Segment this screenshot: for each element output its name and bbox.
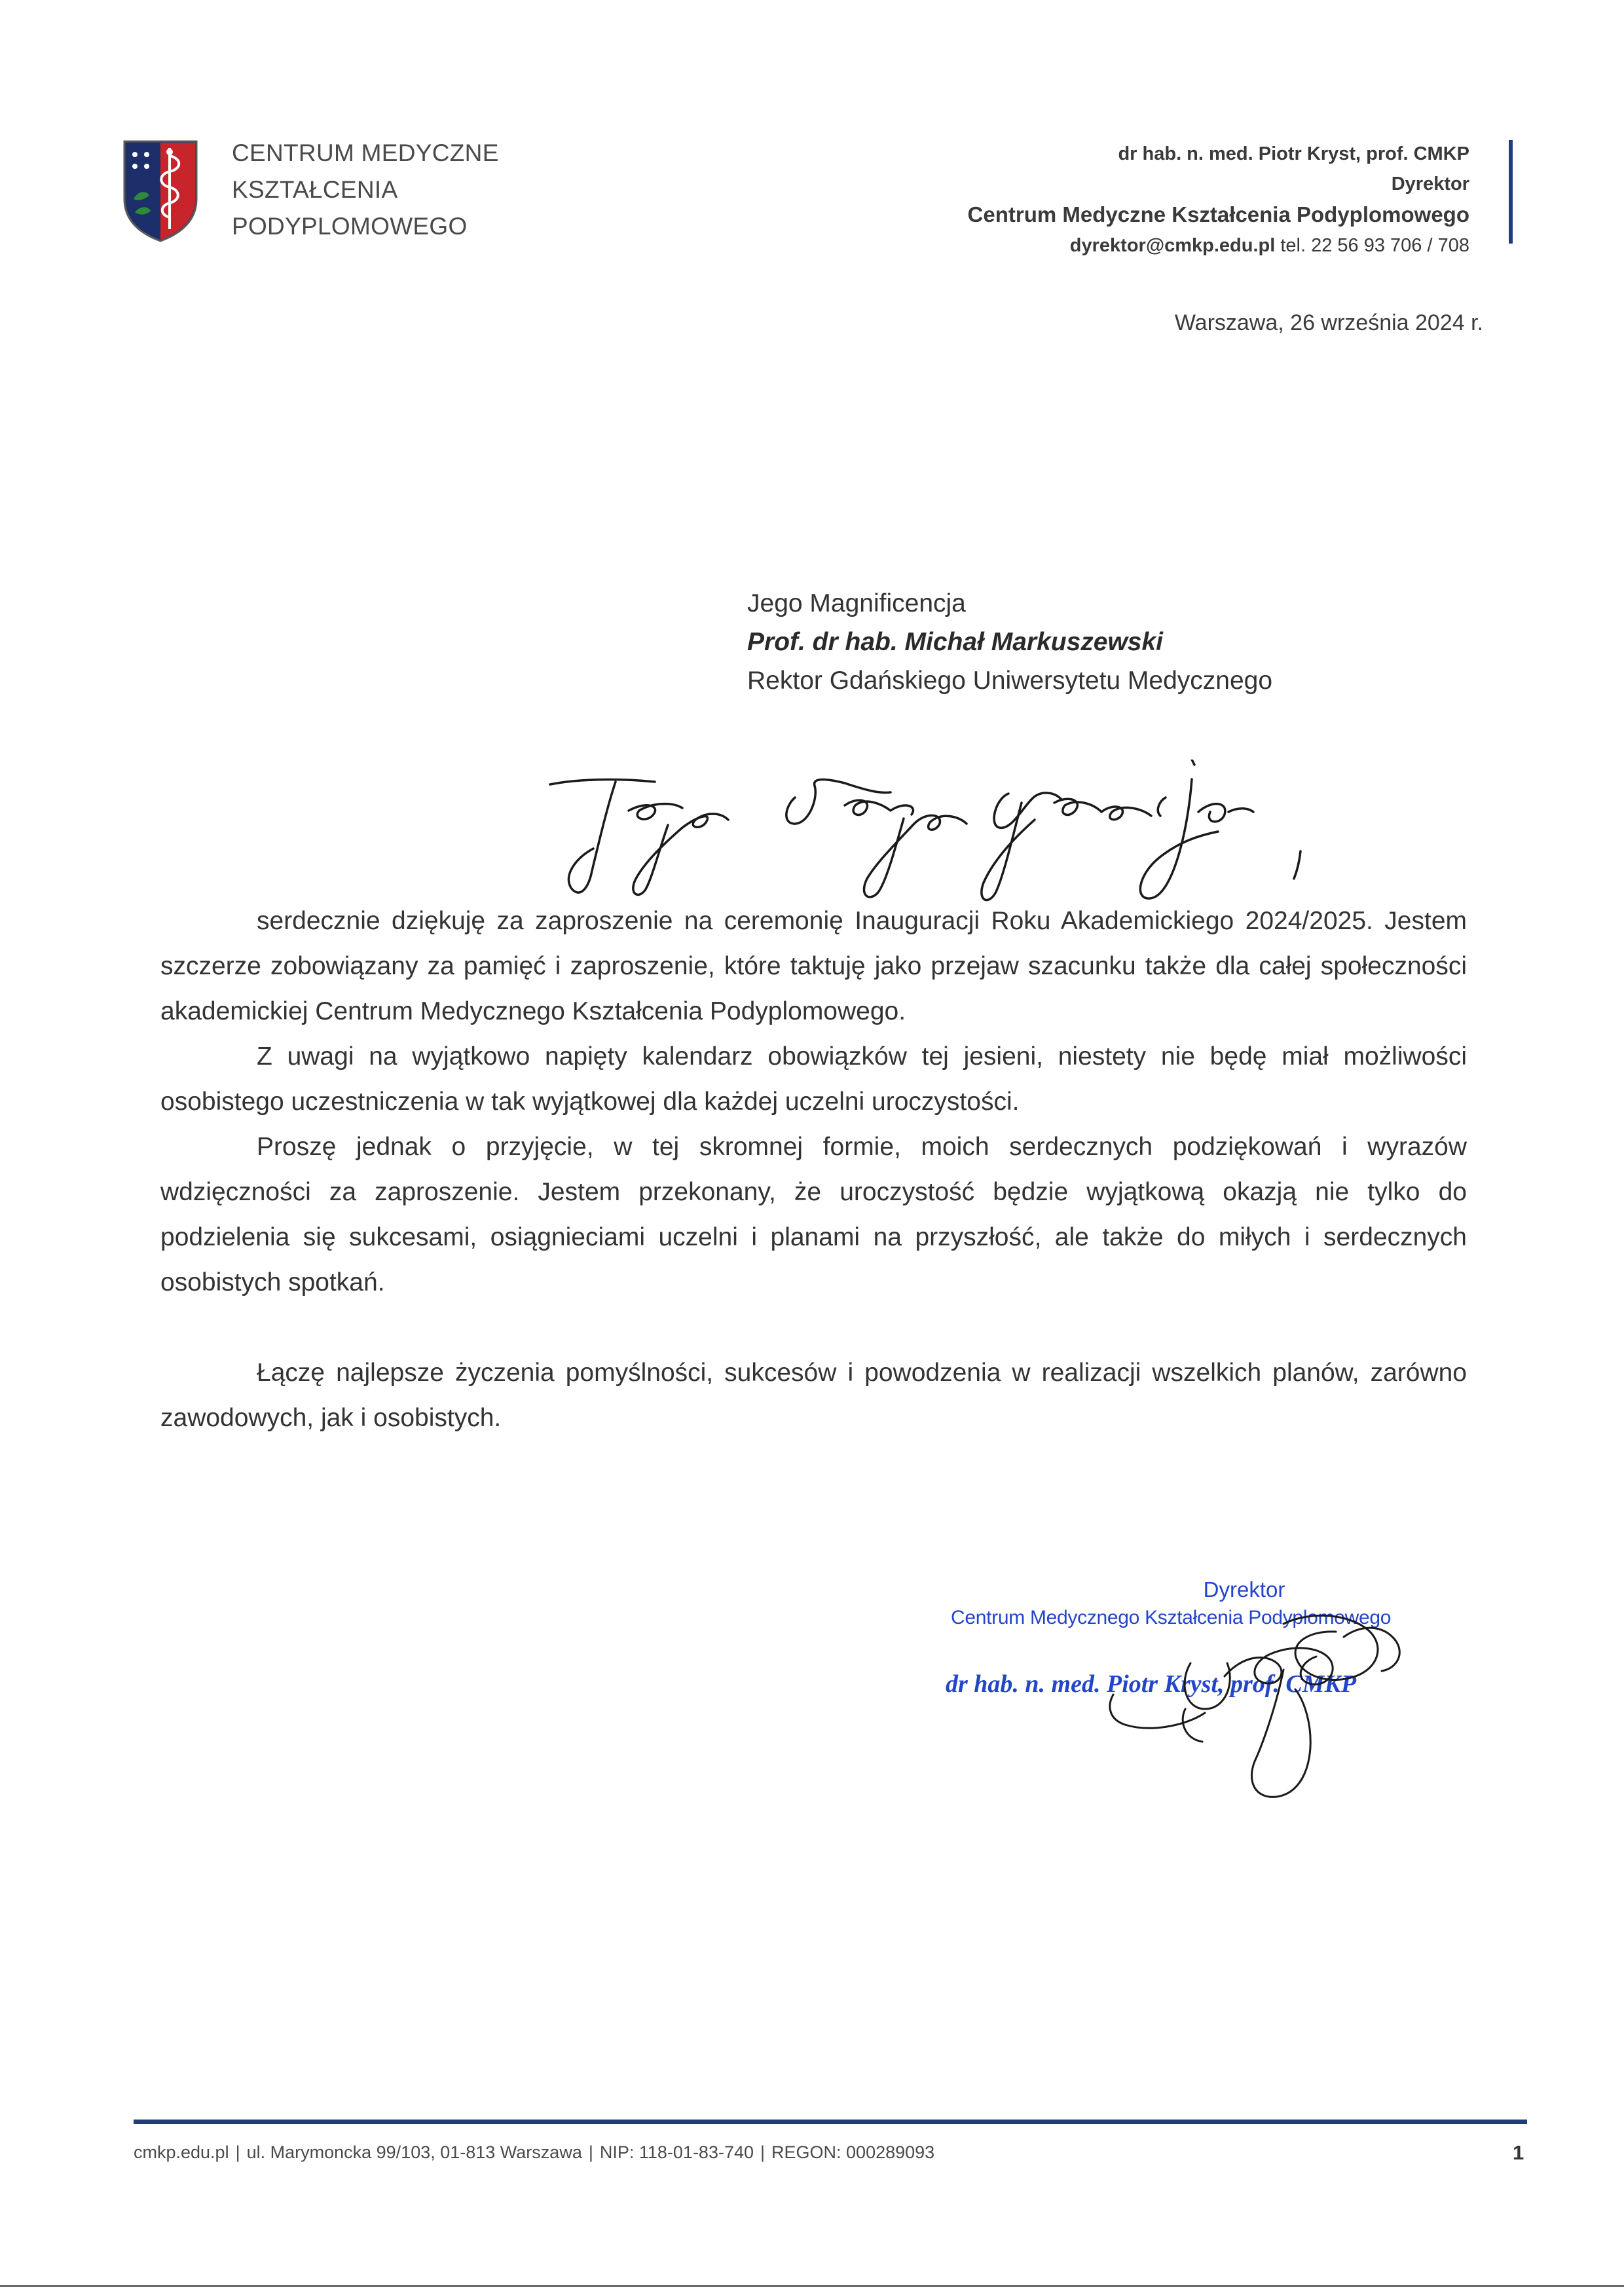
director-contact-line [968, 230, 1469, 261]
handwritten-signature [1087, 1585, 1454, 1820]
director-phone: tel. 22 56 93 706 / 708 [1275, 235, 1469, 256]
body-paragraph-closing: Łączę najlepsze życzenia pomyślności, sukcesów i powodzenia w realizacji wszelkich planów, zarówno zawodowych, jak i osobistych. [160, 1359, 1467, 1432]
footer-nip: NIP: 118-01-83-740 [599, 2142, 754, 2162]
body-paragraph-3: Proszę jednak o przyjęcie, w tej skromnej formie, moich serdecznych podziękowań i wyrazów wdzięczności za zaproszenie. Jestem przekonany, że uroczystość będzie wyjątkową okazją nie tylko do podzielenia się sukcesami, osiągnieciami uczelni i planami na przyszłość, ale także do miłych i serdecznych osobistych spotkań. [160, 1133, 1467, 1296]
footer-rule [134, 2120, 1527, 2124]
org-name-line-3: PODYPLOMOWEGO [232, 213, 468, 240]
body-paragraph-1: serdecznie dziękuję za zaproszenie na ceremonię Inauguracji Roku Akademickiego 2024/2025. Jestem szczerze zobowiązany za pamięć i zaproszenie, które taktuję jako przejaw szacunku także dla całej społeczności akademickiej Centrum Medycznego Kształcenia Podyplomowego. [160, 907, 1467, 1025]
director-role: Dyrektor [1391, 174, 1469, 194]
footer-separator: | [760, 2142, 766, 2162]
letter-body [160, 898, 1467, 1441]
header-accent-bar [1509, 140, 1513, 244]
stamp-institution: Centrum Medycznego Kształcenia Podyplomowego [951, 1607, 1392, 1628]
org-name-line-1: CENTRUM MEDYCZNE [232, 139, 499, 166]
scan-edge-line [0, 2285, 1624, 2287]
body-paragraph-2: Z uwagi na wyjątkowo napięty kalendarz obowiązków tej jesieni, niestety nie będę miał możliwości osobistego uczestniczenia w tak wyjątkowej dla każdej uczelni uroczystości. [160, 1042, 1467, 1116]
stamp-title: Dyrektor [1203, 1577, 1285, 1602]
director-email[interactable]: dyrektor@cmkp.edu.pl [1069, 235, 1276, 256]
addressee-honorific: Jego Magnificencja [747, 589, 966, 617]
footer-address: ul. Marymoncka 99/103, 01-813 Warszawa [246, 2142, 582, 2162]
director-contact-block [968, 139, 1469, 261]
cmkp-crest-logo [122, 139, 199, 242]
footer-separator: | [588, 2142, 593, 2162]
addressee-name: Prof. dr hab. Michał Markuszewski [747, 628, 1164, 656]
footer [134, 2142, 934, 2163]
footer-website[interactable]: cmkp.edu.pl [134, 2142, 229, 2162]
addressee-block [747, 584, 1272, 700]
page-number: 1 [1513, 2141, 1524, 2164]
footer-separator: | [235, 2142, 240, 2162]
org-name [232, 135, 499, 245]
director-institution: Centrum Medyczne Kształcenia Podyplomowego [967, 202, 1469, 227]
footer-regon: REGON: 000289093 [771, 2142, 935, 2162]
stamp-name: dr hab. n. med. Piotr Kryst, prof. CMKP [946, 1670, 1357, 1698]
addressee-position: Rektor Gdańskiego Uniwersytetu Medycznego [747, 667, 1273, 695]
handwritten-salutation [537, 760, 1323, 917]
letter-date: Warszawa, 26 września 2024 r. [1174, 310, 1483, 335]
org-name-line-2: KSZTAŁCENIA [232, 176, 398, 203]
director-title: dr hab. n. med. Piotr Kryst, prof. CMKP [1118, 143, 1469, 164]
